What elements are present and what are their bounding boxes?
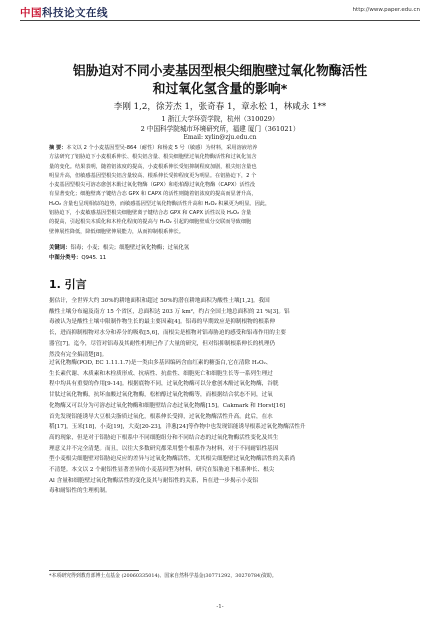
paper-title-line-2: 和过氧化氢含量的影响* (152, 82, 288, 97)
abstract-line: 有显著变化；细胞壁离子键结合态 GPX 和 CAPX 的活性则随着铝浓度的提高而显著升高， (49, 191, 257, 198)
paper-title-line-1: 铝胁迫对不同小麦基因型根尖细胞壁过氧化物酶活性 (72, 64, 368, 79)
abstract-line: 明显升高，但敏感基因型根尖铝含量较高、根系伸长受抑程度更为明显。在铝胁迫下，2 个 (49, 172, 257, 179)
abstract-text: 本文以 2 个小麦基因型吴-864（耐性）和杨麦 5 号（敏感）为材料，采用溶液培养 (66, 145, 258, 151)
abstract-label: 摘 要： (49, 145, 67, 151)
classification-label: 中图分类号： (49, 255, 82, 261)
body-line: 毒被认为是酸性土壤中限制作物生长的最主要因素[4]。铝毒的早期效应是抑制根物的根系伸 (49, 319, 276, 326)
body-line: 甘肽过氧化物酶，抗坏血酸过氧化物酶，松柏醇过氧化物酶等，而根据结合状态不同，过氧 (49, 392, 273, 399)
body-line: 生长素代谢、木质素和木栓质形成、抗病性、抗盐性、细胞死亡和细胞生长等一系列生理过 (49, 370, 273, 377)
abstract-line: 壁伸展性降低，降低细胞壁伸展能力，从而抑制根系伸长。 (49, 228, 184, 235)
author-email[interactable]: Email: xylin@zju.edu.cn (183, 134, 257, 141)
footnote-rule (49, 570, 139, 571)
author-list: 李刚 1,2，徐芳杰 1，张奇春 1，章永松 1，林咸永 1** (113, 102, 327, 112)
classification (49, 254, 383, 263)
funding-footnote: *本项研究得到教育部博士点基金 (20060335014)、国家自然科学基金(30771292，30270784)资助。 (49, 573, 277, 579)
body-line: 过氧化物酶(POD, EC 1.11.1.7)是一类由多基因编码含血红素的糖蛋白,它在清除 H₂O₂、 (49, 360, 272, 366)
keywords (49, 244, 383, 253)
keywords-label: 关键词： (49, 245, 71, 251)
site-url[interactable]: http://www.paper.edu.cn (352, 7, 420, 13)
header-rule (20, 20, 420, 21)
body-line: 型小麦根尖细胞壁对铝胁迫反应的差异与过氧化物酶活性，尤其根尖细胞壁过氧化物酶活性的关系尚 (49, 456, 296, 463)
abstract-line: 小麦基因型根尖可溶态愈创木酚过氧化物酶（GPX）和松柏醇过氧化物酶（CAPX）活性没 (49, 182, 256, 189)
section-heading-introduction: 1. 引言 (49, 278, 87, 291)
abstract-line: 的提高，引起根尖木质化和木栓化程度的提高与 H₂O₂ 引起的细胞壁成分交联而导致细胞 (49, 219, 252, 226)
body-line: 毒和耐铝性的生理机制。 (49, 488, 111, 495)
abstract (49, 144, 383, 237)
body-line: 然没有完全搞清楚[8]。 (49, 351, 108, 358)
logo-main: 科技论文在线 (42, 7, 108, 19)
abstract-line: 铝胁迫下，小麦敏感基因型根尖细胞壁离子键结合态 GPX 和 CAPX 活性以及 H₂O₂ 含量 (49, 210, 252, 217)
body-line: 理意义并不完全清楚。而且，以往大多数研究都采用整个根系作为材料，对于不同耐铝性基因 (49, 445, 279, 452)
affiliation-2: 2 中国科学院城市环境研究所，福建 厦门（361021） (140, 125, 300, 133)
abstract-line: 方法研究了铝胁迫下小麦根系伸长、根尖铝含量、根尖细胞壁过氧化物酶活性和过氧化氢含 (49, 154, 257, 161)
classification-code: Q945. 11 (81, 255, 107, 261)
page-number: -1- (216, 604, 224, 610)
body-line: 器官[7]。迄今，尽管对铝毒及其耐性机理已作了大量的研究，但对铝抑制根系伸长的机理仍 (49, 340, 276, 347)
logo-prefix: 中国 (20, 7, 42, 19)
paragraph-2 (49, 358, 391, 497)
body-line: 化物酶又可以分为可溶态过氧化物酶和细胞壁结合态过氧化物酶[15]。Cakmark 和 Horst[16] (49, 402, 286, 409)
body-line: 酸性土壤分布遍及南方 15 个省区，总面积达 203 万 km²，约占全国土地总面积的 21 %[3]。铝 (49, 308, 290, 315)
body-line: 程中均具有重要的作用[9-14]。根据底物不同，过氧化物酶可以分愈创木酚过氧化物酶，谷胱 (49, 381, 279, 388)
body-line: 长，进而抑制根物对水分和养分的吸收[5,6]，而根尖是植物对铝毒胁迫的感受和铝毒作用的主要 (49, 330, 287, 337)
body-line: 高的现象，但是对于铝胁迫下根系中不同细胞组分和不同结合态的过氧化物酶活性变化及其生 (49, 434, 279, 441)
abstract-line: H₂O₂ 含量也呈现相似的趋势，而敏感基因型过氧化物酶活性升高和 H₂O₂ 积累更为明显。因此， (49, 200, 271, 207)
abstract-line: 量的变化。结果表明，随着铝浓度的提高，小麦根系伸长受铝抑制程度加剧，根尖铝含量也 (49, 163, 257, 170)
body-line: 据估计，全世界大约 30%的耕地面积和超过 50%的潜在耕地面积为酸性土壤[1,2]。我国 (49, 298, 270, 304)
site-logo[interactable] (20, 5, 108, 20)
abstract-line (49, 144, 383, 153)
body-line: 不清楚。本文以 2 个耐铝性显著差异的小麦基因型为材料，研究在铝胁迫下根系伸长、根尖 (49, 467, 275, 474)
body-line: Al 含量和细胞壁过氧化物酶活性的变化及其与耐铝性的关系，旨在进一步揭示小麦铝 (49, 477, 258, 484)
body-line: 稻[17]，玉米[18]，小麦[19]，大麦[20-23]，洋葱[24]等作物中也发现铝能诱导根系过氧化物酶活性升 (49, 424, 306, 431)
body-line: 首先发现铝能诱导大豆根尖脂质过氧化，根系伸长受抑，过氧化物酶活性升高。此后，在水 (49, 413, 273, 420)
keywords-text: 铝毒；小麦；根尖；细胞壁过氧化物酶；过氧化氢 (70, 245, 190, 251)
affiliation-1: 1 浙江大学环资学院，杭州（310029） (161, 115, 279, 123)
site-header (0, 0, 440, 22)
paragraph-1 (49, 296, 391, 360)
